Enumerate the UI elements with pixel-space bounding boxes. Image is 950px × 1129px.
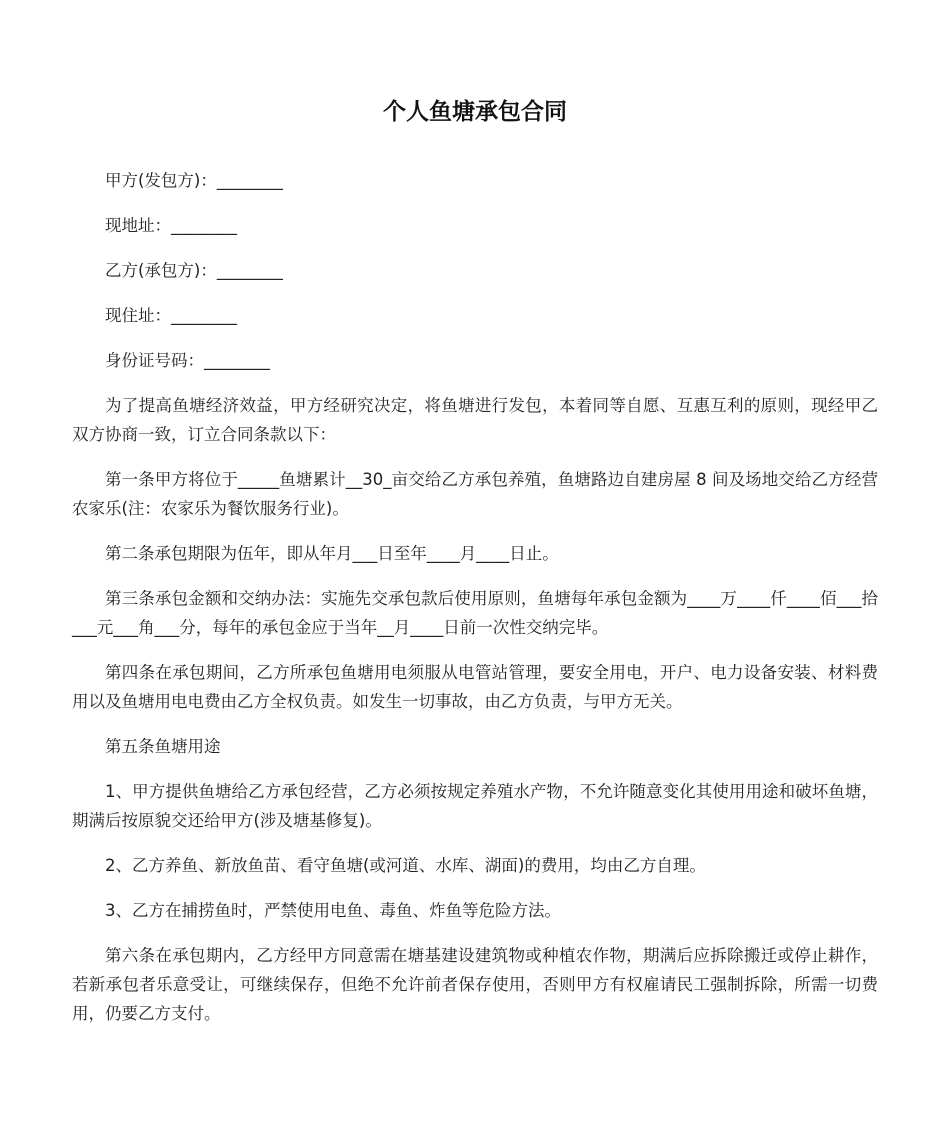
article-6-paragraph: 第六条在承包期内，乙方经甲方同意需在塘基建设建筑物或种植农作物，期满后应拆除搬迁或停止耕作，若新承包者乐意受让，可继续保存，但绝不允许前者保存使用，否则甲方有权雇请民工强制拆除，所需一切费用，仍要乙方支付。 (72, 946, 878, 1023)
party-a-line: 甲方(发包方)：________ (105, 171, 283, 190)
party-b-line: 乙方(承包方)：________ (105, 261, 283, 280)
article-5-item-1: 1、甲方提供鱼塘给乙方承包经营，乙方必须按规定养殖水产物，不允许随意变化其使用用途和破坏鱼塘，期满后按原貌交还给甲方(涉及塘基修复)。 (72, 782, 878, 830)
article-1-paragraph: 第一条甲方将位于_____鱼塘累计__30_亩交给乙方承包养殖，鱼塘路边自建房屋 8 间及场地交给乙方经营农家乐(注：农家乐为餐饮服务行业)。 (72, 470, 878, 518)
article-5-heading: 第五条鱼塘用途 (105, 737, 221, 756)
party-b-address-line: 现住址：________ (105, 306, 237, 325)
article-4-paragraph: 第四条在承包期间，乙方所承包鱼塘用电须服从电管站管理，要安全用电，开户、电力设备安装、材料费用以及鱼塘用电电费由乙方全权负责。如发生一切事故，由乙方负责，与甲方无关。 (72, 663, 878, 711)
party-a-address-line: 现地址：________ (105, 216, 237, 235)
article-2-paragraph: 第二条承包期限为伍年，即从年月___日至年____月____日止。 (105, 544, 559, 563)
id-number-line: 身份证号码：________ (105, 351, 270, 370)
document-title: 个人鱼塘承包合同 (383, 99, 567, 125)
article-5-item-3: 3、乙方在捕捞鱼时，严禁使用电鱼、毒鱼、炸鱼等危险方法。 (105, 901, 561, 920)
article-5-item-2: 2、乙方养鱼、新放鱼苗、看守鱼塘(或河道、水库、湖面)的费用，均由乙方自理。 (105, 856, 706, 875)
article-3-paragraph: 第三条承包金额和交纳办法：实施先交承包款后使用原则，鱼塘每年承包金额为____万____仟____佰___拾___元___角___分，每年的承包金应于当年__月____日前一次性交纳完毕。 (72, 589, 878, 637)
preamble-paragraph: 为了提高鱼塘经济效益，甲方经研究决定，将鱼塘进行发包，本着同等自愿、互惠互利的原则，现经甲乙双方协商一致，订立合同条款以下： (72, 396, 878, 444)
